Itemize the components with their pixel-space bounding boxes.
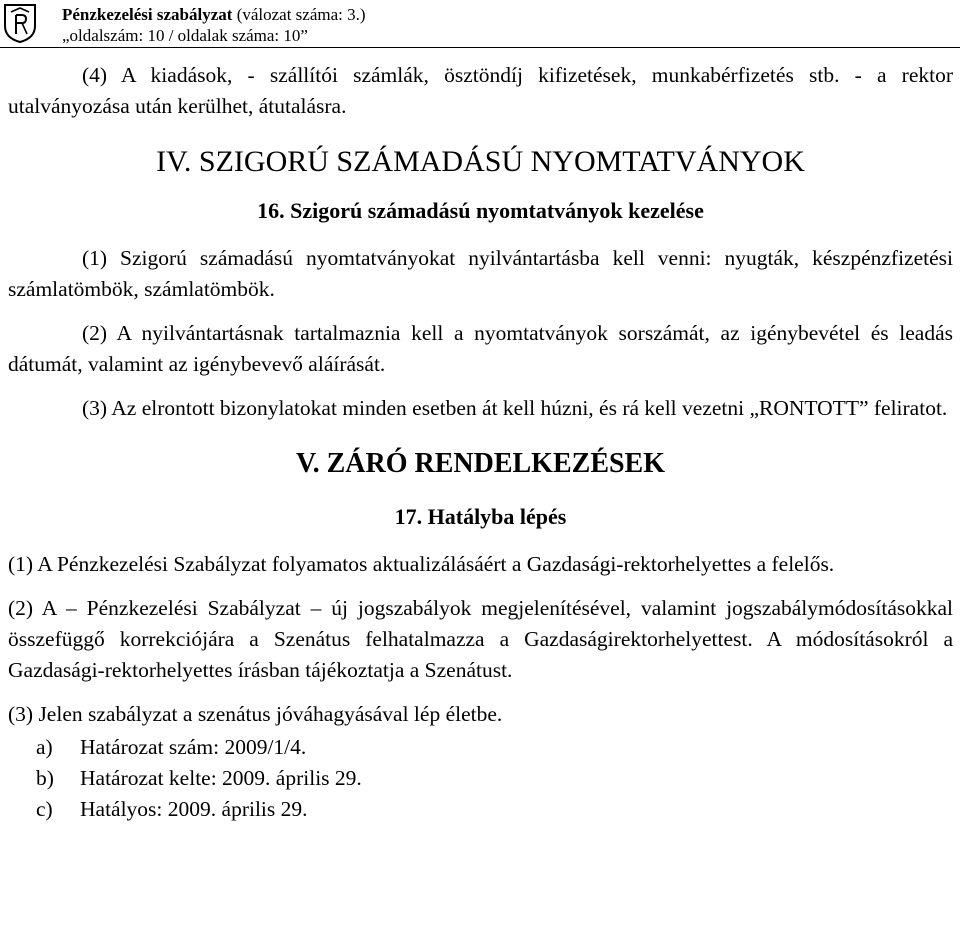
page-header [0,0,960,48]
list-item [8,794,953,825]
article-17-title: 17. Hatályba lépés [394,504,567,529]
header-text [62,4,366,46]
list-item-text: Határozat kelte: 2009. április 29. [80,766,362,790]
paragraph-16-2: (2) A nyilvántartásnak tartalmaznia kell a nyomtatványok sorszámát, az igénybevétel és leadás dátumát, valamint az igénybevevő aláírását. [8,321,953,376]
document-body [8,60,953,825]
resolution-list [8,732,953,825]
paragraph-17-1: (1) A Pénzkezelési Szabályzat folyamatos aktualizálásáért a Gazdasági-rektorhelyettes a felelős. [8,552,835,576]
list-item-text: Hatályos: 2009. április 29. [80,797,308,821]
paragraph-17-2: (2) A – Pénzkezelési Szabályzat – új jogszabályok megjelenítésével, valamint jogszabálymódosításokkal összefüggő korrekciójára a Szenátus felhatalmazza a Gazdaságirektorhelyettest. A módosításokról a Gazdasági-rektorhelyettes írásban tájékoztatja a Szenátust. [8,596,953,682]
version-number: (válozat száma: 3.) [236,5,366,24]
list-item-label: c) [36,797,53,821]
paragraph-16-3: (3) Az elrontott bizonylatokat minden esetben át kell húzni, és rá kell vezetni „RONTOTT” feliratot. [82,396,948,420]
university-logo-icon [2,2,38,44]
page-number: „oldalszám: 10 / oldalak száma: 10” [62,26,308,45]
document-title: Pénzkezelési szabályzat [62,5,233,24]
list-item-label: b) [36,766,54,790]
list-item [8,732,953,763]
section-v-title: V. ZÁRÓ RENDELKEZÉSEK [295,448,666,479]
article-16-title: 16. Szigorú számadású nyomtatványok kezelése [257,198,704,223]
paragraph-iii-4: (4) A kiadások, - szállítói számlák, ösztöndíj kifizetések, munkabérfizetés stb. - a rektor utalványozása után kerülhet, átutalásra. [8,63,953,118]
list-item-label: a) [36,735,53,759]
list-item-text: Határozat szám: 2009/1/4. [80,735,307,759]
paragraph-16-1: (1) Szigorú számadású nyomtatványokat nyilvántartásba kell venni: nyugták, készpénzfizetési számlatömbök, számlatömbök. [8,246,953,301]
header-divider [0,47,960,48]
paragraph-17-3: (3) Jelen szabályzat a szenátus jóváhagyásával lép életbe. [8,702,503,726]
list-item [8,763,953,794]
section-iv-title: IV. SZIGORÚ SZÁMADÁSÚ NYOMTATVÁNYOK [156,145,805,178]
